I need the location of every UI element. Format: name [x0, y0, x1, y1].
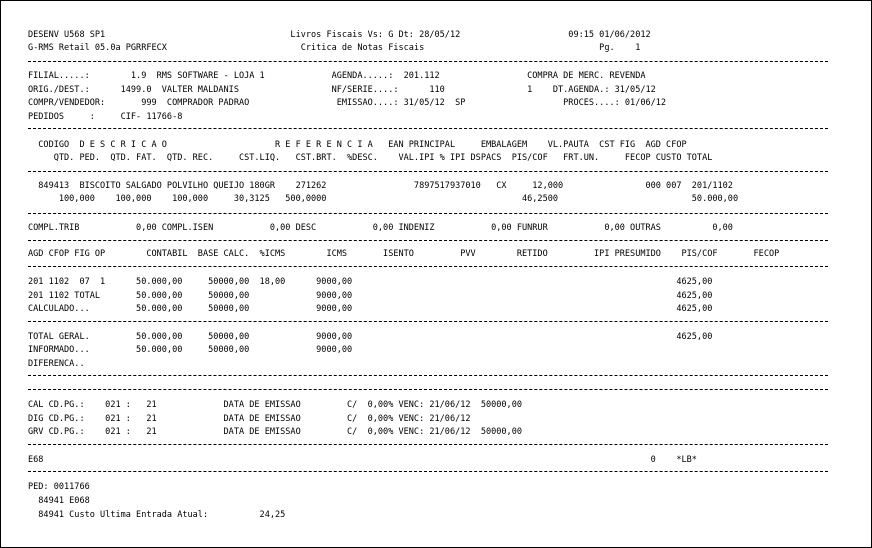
item-row-line-2: 100,000 100,000 100,000 30,3125 500,0000 46,2500 50.000,00	[28, 194, 739, 204]
separator	[28, 389, 828, 390]
separator	[28, 321, 828, 322]
dig-cd-pg-line: DIG CD.PG.: 021 : 21 DATA DE EMISSAO C/ 0,00% VENC: 21/06/12	[28, 414, 471, 424]
compl-trib-line: COMPL.TRIB 0,00 COMPL.ISEN 0,00 DESC 0,00 INDENIZ 0,00 FUNRUR 0,00 OUTRAS 0,00	[28, 223, 733, 233]
diferenca-line: DIFERENCA..	[28, 359, 85, 369]
tax-header-line: AGD CFOP FIG OP CONTABIL BASE CALC. %ICMS ICMS ISENTO PVV RETIDO IPI PRESUMIDO PIS/COF FECOP	[28, 249, 780, 259]
total-geral-line: TOTAL GERAL. 50.000,00 50000,00 9000,00 4625,00	[28, 332, 713, 342]
item-code-line: 84941 E068	[28, 496, 90, 506]
orig-dest-line: ORIG./DEST.: 1499.0 VALTER MALDANIS NF/SERIE....: 110 1 DT.AGENDA.: 31/05/12	[28, 85, 656, 95]
header-line-2: G-RMS Retail 05.0a PGRRFECX Critica de Notas Fiscais Pg. 1	[28, 43, 641, 53]
separator	[28, 128, 828, 129]
tax-total-line: 201 1102 TOTAL 50.000,00 50000,00 9000,00 4625,00	[28, 291, 713, 301]
separator	[28, 375, 828, 376]
tax-row-line: 201 1102 07 1 50.000,00 50000,00 18,00 9000,00 4625,00	[28, 277, 713, 287]
ped-line: PED: 0011766	[28, 482, 90, 492]
pedidos-line: PEDIDOS : CIF- 11766-8	[28, 112, 183, 122]
separator	[28, 240, 828, 241]
custo-line: 84941 Custo Ultima Entrada Atual: 24,25	[28, 510, 286, 520]
header-line-1: DESENV U568 SP1 Livros Fiscais Vs: G Dt: 28/05/12 09:15 01/06/2012	[28, 30, 651, 40]
separator	[28, 471, 828, 472]
item-header-line-2: QTD. PED. QTD. FAT. QTD. REC. CST.LIQ. CST.BRT. %DESC. VAL.IPI % IPI DSPACS PIS/COF FRT.UN. FECOP CUSTO TOTAL	[28, 153, 713, 163]
calculado-line: CALCULADO... 50.000,00 50000,00 9000,00 4625,00	[28, 304, 713, 314]
informado-line: INFORMADO... 50.000,00 50000,00 9000,00	[28, 345, 353, 355]
item-header-line-1: CODIGO D E S C R I C A O R E F E R E N C I A EAN PRINCIPAL EMBALAGEM VL.PAUTA CST FIG AGD CFOP	[28, 140, 687, 150]
separator	[28, 213, 828, 214]
compr-vendedor-line: COMPR/VENDEDOR: 999 COMPRADOR PADRAO EMISSAO....: 31/05/12 SP PROCES....: 01/06/12	[28, 98, 667, 108]
item-row-line-1: 849413 BISCOITO SALGADO POLVILHO QUEIJO 180GR 271262 7897517937010 CX 12,000 000 007 201/1102	[28, 181, 733, 191]
e68-line: E68 0 *LB*	[28, 455, 697, 465]
separator	[28, 444, 828, 445]
cal-cd-pg-line: CAL CD.PG.: 021 : 21 DATA DE EMISSAO C/ 0,00% VENC: 21/06/12 50000,00	[28, 400, 522, 410]
grv-cd-pg-line: GRV CD.PG.: 021 : 21 DATA DE EMISSAO C/ 0,00% VENC: 21/06/12 50000,00	[28, 427, 522, 437]
filial-line: FILIAL.....: 1.9 RMS SOFTWARE - LOJA 1 AGENDA.....: 201.112 COMPRA DE MERC. REVENDA	[28, 71, 646, 81]
separator	[28, 61, 828, 62]
separator	[28, 171, 828, 172]
separator	[28, 266, 828, 267]
